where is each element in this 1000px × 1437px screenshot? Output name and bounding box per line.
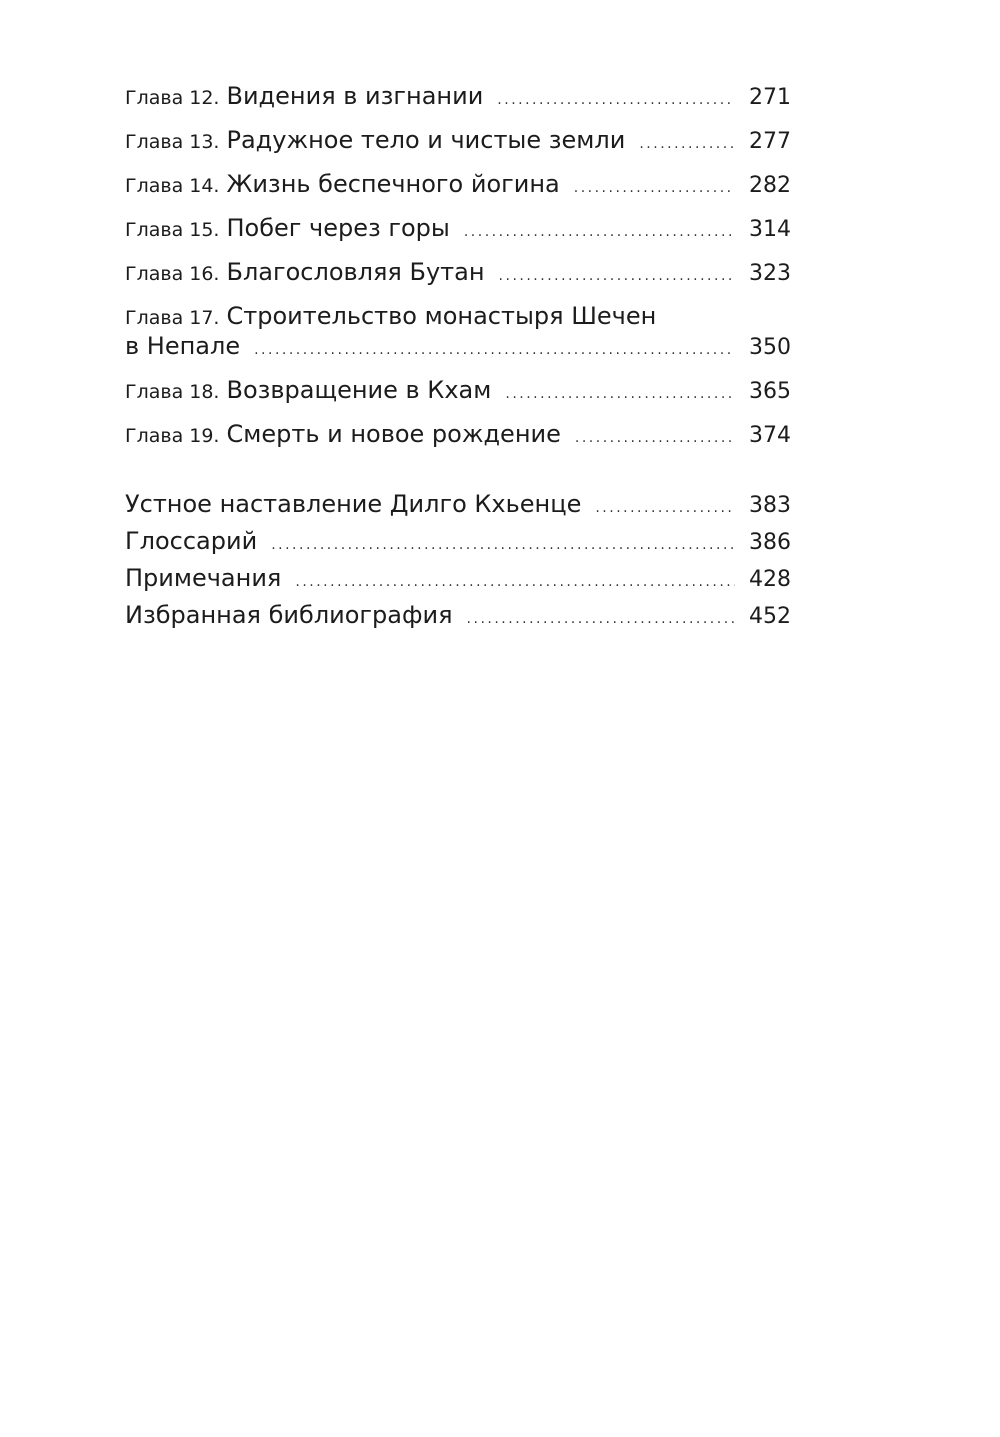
chapter-number: Глава 14. (125, 175, 220, 197)
page-number: 323 (749, 261, 791, 286)
page-number: 386 (749, 530, 791, 555)
section-title: Избранная библиография (125, 601, 453, 629)
page-number: 374 (749, 423, 791, 448)
section-title: Глоссарий (125, 527, 258, 555)
toc-entry-bibliography[interactable] (125, 601, 791, 638)
chapter-title: Жизнь беспечного йогина (226, 170, 560, 198)
chapter-first-line (125, 302, 791, 332)
dot-leader (295, 574, 735, 590)
toc-entry-glossary[interactable] (125, 527, 791, 564)
chapter-number: Глава 13. (125, 131, 220, 153)
chapter-number: Глава 16. (125, 263, 220, 285)
dot-leader (505, 386, 735, 402)
page-number: 282 (749, 173, 791, 198)
chapter-title: Радужное тело и чистые земли (226, 126, 626, 154)
dot-leader (639, 136, 735, 152)
dot-leader (467, 611, 735, 627)
section-title: Устное наставление Дилго Кхьенце (125, 490, 582, 518)
toc-entry-chapter-14[interactable] (125, 170, 791, 214)
chapter-title: Смерть и новое рождение (226, 420, 561, 448)
dot-leader (254, 342, 735, 358)
dot-leader (464, 224, 735, 240)
chapter-number: Глава 17. (125, 307, 220, 329)
dot-leader (595, 500, 735, 516)
toc-entry-chapter-18[interactable] (125, 376, 791, 420)
toc-entry-chapter-19[interactable] (125, 420, 791, 464)
dot-leader (271, 537, 735, 553)
toc-entry-chapter-16[interactable] (125, 258, 791, 302)
page-number: 383 (749, 493, 791, 518)
page-number: 350 (749, 335, 791, 360)
chapter-number: Глава 18. (125, 381, 220, 403)
toc-entry-oral-instruction[interactable] (125, 490, 791, 527)
dot-leader (499, 268, 735, 284)
chapter-title: Побег через горы (226, 214, 450, 242)
toc-entry-notes[interactable] (125, 564, 791, 601)
toc-entry-chapter-13[interactable] (125, 126, 791, 170)
section-title: Примечания (125, 564, 282, 592)
toc-entry-chapter-15[interactable] (125, 214, 791, 258)
chapter-number: Глава 12. (125, 87, 220, 109)
page-number: 452 (749, 604, 791, 629)
page-number: 277 (749, 129, 791, 154)
section-gap (125, 464, 791, 490)
chapter-title: Строительство монастыря Шечен (226, 302, 657, 330)
toc-entry-chapter-17[interactable] (125, 302, 791, 376)
chapter-title-continued: в Непале (125, 332, 241, 360)
dot-leader (575, 430, 735, 446)
page-number: 271 (749, 85, 791, 110)
chapter-number: Глава 15. (125, 219, 220, 241)
dot-leader (574, 180, 735, 196)
toc-entry-chapter-12[interactable] (125, 82, 791, 126)
dot-leader (497, 92, 735, 108)
page-number: 428 (749, 567, 791, 592)
chapter-title: Видения в изгнании (226, 82, 484, 110)
chapter-second-line (125, 332, 791, 376)
table-of-contents (125, 82, 791, 638)
chapter-title: Благословляя Бутан (226, 258, 485, 286)
page-number: 365 (749, 379, 791, 404)
page-number: 314 (749, 217, 791, 242)
chapter-number: Глава 19. (125, 425, 220, 447)
chapter-title: Возвращение в Кхам (226, 376, 492, 404)
